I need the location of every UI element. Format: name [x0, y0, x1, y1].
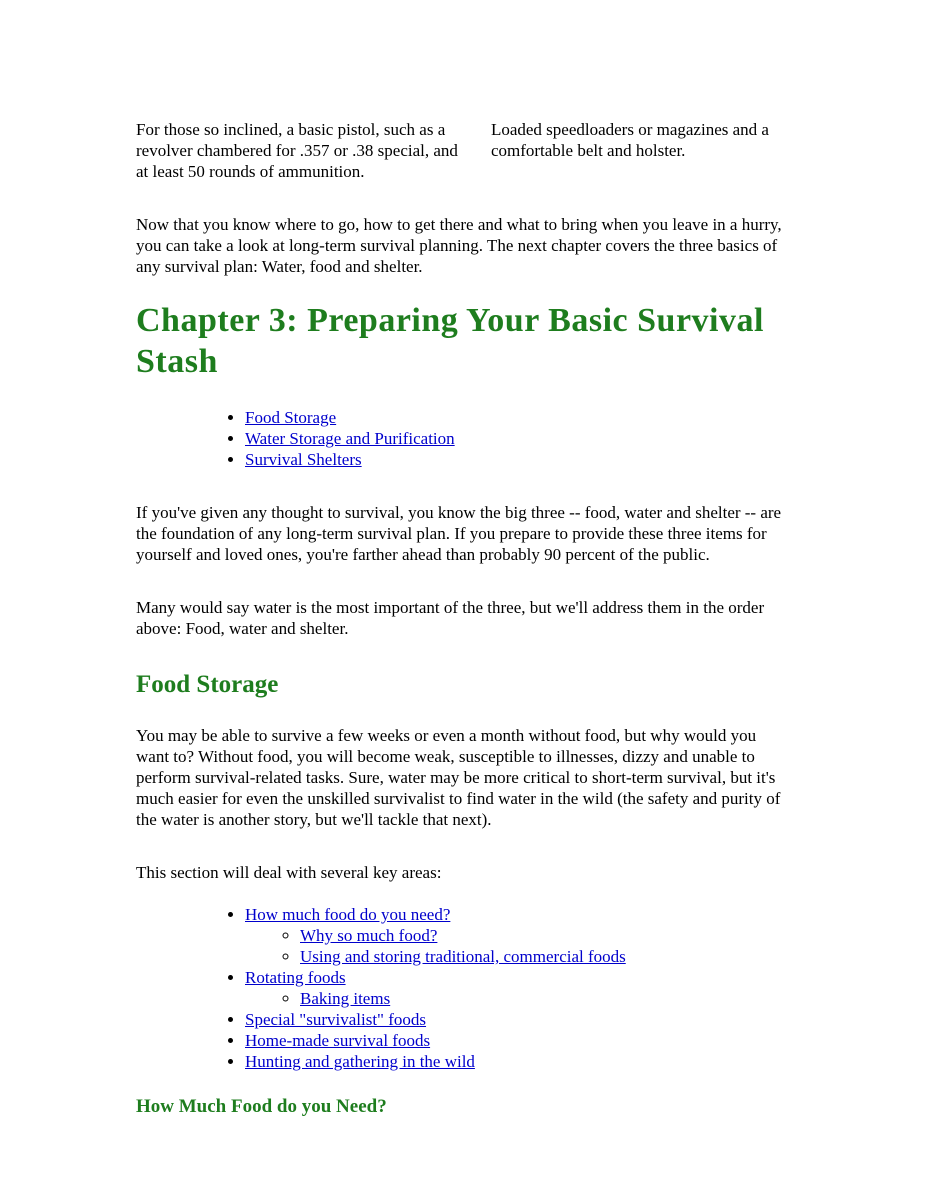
link-survival-shelters[interactable]: Survival Shelters	[245, 450, 362, 469]
gear-columns	[136, 119, 790, 182]
link-baking-items[interactable]: Baking items	[300, 989, 391, 1008]
toc-subitem	[300, 946, 790, 967]
toc-item	[245, 967, 790, 1009]
toc-item	[245, 1051, 790, 1072]
link-special-survivalist-foods[interactable]: Special "survivalist" foods	[245, 1010, 427, 1029]
toc-subitem	[300, 988, 790, 1009]
chapter-toc	[136, 407, 790, 470]
food-storage-toc-sublist	[245, 988, 790, 1009]
food-storage-intro: You may be able to survive a few weeks or even a month without food, but why would you want to? Without food, you will become weak, susceptible to illnesses, dizzy and unable to perform survival-related tasks. Sure, water may be more critical to short-term survival, but it's much easier for even the unskilled survivalist to find water in the wild (the safety and purity of the water is another story, but we'll tackle that next).	[136, 726, 781, 829]
toc-item	[245, 1030, 790, 1051]
chapter-heading: Chapter 3: Preparing Your Basic Survival Stash	[136, 302, 764, 380]
link-how-much-food[interactable]: How much food do you need?	[245, 905, 451, 924]
link-using-storing-traditional-foods[interactable]: Using and storing traditional, commercial foods	[300, 947, 626, 966]
link-food-storage[interactable]: Food Storage	[245, 408, 337, 427]
food-storage-lead: This section will deal with several key areas:	[136, 863, 442, 882]
toc-item	[245, 449, 790, 470]
toc-item	[245, 1009, 790, 1030]
toc-item	[245, 407, 790, 428]
paragraph-big-three: If you've given any thought to survival, you know the big three -- food, water and shelter -- are the foundation of any long-term survival plan. If you prepare to provide these three items for yourself and loved ones, you're farther ahead than probably 90 percent of the public.	[136, 503, 782, 564]
link-home-made-survival-foods[interactable]: Home-made survival foods	[245, 1031, 431, 1050]
link-hunting-gathering-wild[interactable]: Hunting and gathering in the wild	[245, 1052, 475, 1071]
gear-item-pistol: For those so inclined, a basic pistol, such as a revolver chambered for .357 or .38 special, and at least 50 rounds of ammunition.	[136, 120, 458, 181]
food-storage-heading: Food Storage	[136, 671, 279, 698]
how-much-food-heading: How Much Food do you Need?	[136, 1096, 387, 1117]
paragraph-order-note: Many would say water is the most important of the three, but we'll address them in the order above: Food, water and shelter.	[136, 598, 765, 638]
toc-item	[245, 428, 790, 449]
toc-item	[245, 904, 790, 967]
link-water-storage-purification[interactable]: Water Storage and Purification	[245, 429, 455, 448]
food-storage-toc-sublist	[245, 925, 790, 967]
link-why-so-much-food[interactable]: Why so much food?	[300, 926, 438, 945]
link-rotating-foods[interactable]: Rotating foods	[245, 968, 346, 987]
food-storage-toc	[136, 904, 790, 1072]
toc-subitem	[300, 925, 790, 946]
gear-item-speedloaders: Loaded speedloaders or magazines and a comfortable belt and holster.	[490, 120, 769, 160]
intro-paragraph: Now that you know where to go, how to get there and what to bring when you leave in a hurry, you can take a look at long-term survival planning. The next chapter covers the three basics of any survival plan: Water, food and shelter.	[136, 215, 782, 276]
